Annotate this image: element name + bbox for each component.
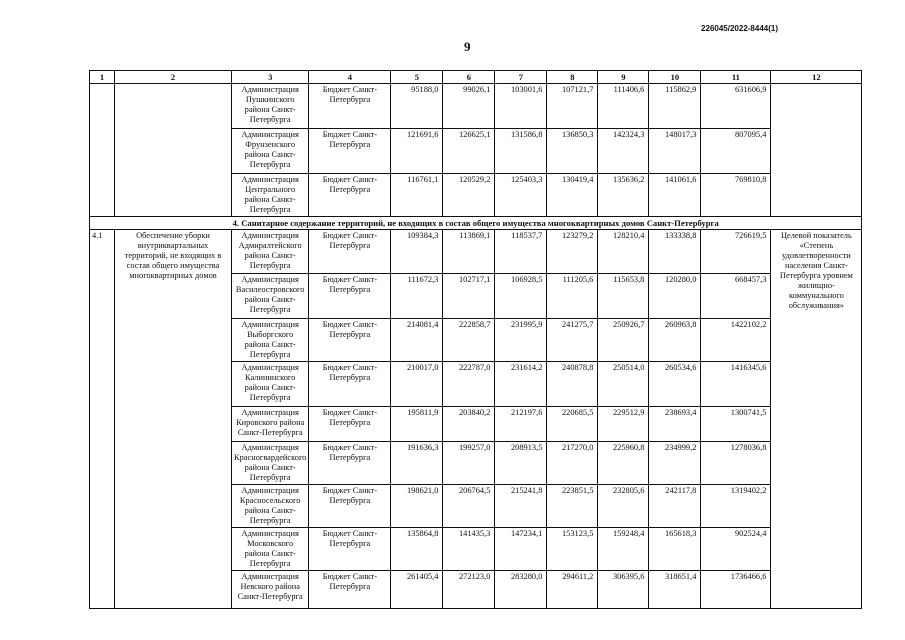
- value-cell: 250514,0: [598, 362, 649, 407]
- col-header: 1: [90, 71, 115, 84]
- col-header: 11: [701, 71, 771, 84]
- value-cell: 128210,4: [598, 230, 649, 274]
- value-cell: 102717,1: [443, 274, 495, 319]
- organization-cell: Администрация Фрунзенского района Санкт-Петербурга: [232, 129, 309, 174]
- header-row: [90, 71, 862, 84]
- value-cell: 1300741,5: [701, 407, 771, 442]
- organization-cell: Администрация Василеостровского района Санкт-Петербурга: [232, 274, 309, 319]
- funding-source-cell: Бюджет Санкт-Петербурга: [309, 407, 391, 442]
- section-title: 4. Санитарное содержание территорий, не входящих в состав общего имущества многоквартирных домов Санкт-Петербурга: [90, 217, 862, 230]
- organization-cell: Администрация Калининского района Санкт-Петербурга: [232, 362, 309, 407]
- item-number-cell: [90, 84, 115, 217]
- organization-cell: Администрация Выборгского района Санкт-Петербурга: [232, 319, 309, 362]
- value-cell: 210017,0: [391, 362, 443, 407]
- value-cell: 135864,8: [391, 528, 443, 571]
- value-cell: 215241,8: [495, 485, 547, 528]
- value-cell: 1736466,6: [701, 571, 771, 609]
- funding-source-cell: Бюджет Санкт-Петербурга: [309, 528, 391, 571]
- value-cell: 115653,8: [598, 274, 649, 319]
- organization-cell: Администрация Пушкинского района Санкт-Петербурга: [232, 84, 309, 129]
- value-cell: 203840,2: [443, 407, 495, 442]
- value-cell: 142324,3: [598, 129, 649, 174]
- value-cell: 214081,4: [391, 319, 443, 362]
- value-cell: 126625,1: [443, 129, 495, 174]
- col-header: 4: [309, 71, 391, 84]
- value-cell: 106928,5: [495, 274, 547, 319]
- value-cell: 147234,1: [495, 528, 547, 571]
- value-cell: 631606,9: [701, 84, 771, 129]
- table-row: [90, 84, 862, 129]
- value-cell: 141435,3: [443, 528, 495, 571]
- value-cell: 250926,7: [598, 319, 649, 362]
- value-cell: 294611,2: [547, 571, 598, 609]
- value-cell: 123279,2: [547, 230, 598, 274]
- indicator-cell: [771, 84, 862, 217]
- value-cell: 118537,7: [495, 230, 547, 274]
- value-cell: 807095,4: [701, 129, 771, 174]
- table-row: [90, 230, 862, 274]
- funding-source-cell: Бюджет Санкт-Петербурга: [309, 319, 391, 362]
- value-cell: 217270,0: [547, 442, 598, 485]
- organization-cell: Администрация Адмиралтейского района Санкт-Петербурга: [232, 230, 309, 274]
- funding-source-cell: Бюджет Санкт-Петербурга: [309, 442, 391, 485]
- value-cell: 223851,5: [547, 485, 598, 528]
- value-cell: 116761,1: [391, 174, 443, 217]
- value-cell: 306395,6: [598, 571, 649, 609]
- indicator-cell: Целевой показатель «Степень удовлетворенности населения Санкт-Петербурга уровнем жилищно-коммунального обслуживания»: [771, 230, 862, 609]
- value-cell: 199257,0: [443, 442, 495, 485]
- value-cell: 153123,5: [547, 528, 598, 571]
- value-cell: 902524,4: [701, 528, 771, 571]
- value-cell: 241275,7: [547, 319, 598, 362]
- page-number: 9: [464, 39, 471, 54]
- organization-cell: Администрация Невского района Санкт-Петербурга: [232, 571, 309, 609]
- value-cell: 222787,0: [443, 362, 495, 407]
- description-cell: Обеспечение уборки внутриквартальных территорий, не входящих в состав общего имущества многоквартирных домов: [115, 230, 232, 609]
- value-cell: 726619,5: [701, 230, 771, 274]
- funding-source-cell: Бюджет Санкт-Петербурга: [309, 84, 391, 129]
- value-cell: 220685,5: [547, 407, 598, 442]
- value-cell: 107121,7: [547, 84, 598, 129]
- value-cell: 195811,9: [391, 407, 443, 442]
- value-cell: 234999,2: [649, 442, 701, 485]
- col-header: 10: [649, 71, 701, 84]
- value-cell: 120529,2: [443, 174, 495, 217]
- funding-source-cell: Бюджет Санкт-Петербурга: [309, 174, 391, 217]
- value-cell: 242117,8: [649, 485, 701, 528]
- value-cell: 121691,6: [391, 129, 443, 174]
- value-cell: 1416345,6: [701, 362, 771, 407]
- value-cell: 231995,9: [495, 319, 547, 362]
- value-cell: 232805,6: [598, 485, 649, 528]
- organization-cell: Администрация Центрального района Санкт-Петербурга: [232, 174, 309, 217]
- value-cell: 115862,9: [649, 84, 701, 129]
- funding-source-cell: Бюджет Санкт-Петербурга: [309, 571, 391, 609]
- value-cell: 120280,0: [649, 274, 701, 319]
- value-cell: 231614,2: [495, 362, 547, 407]
- value-cell: 95188,0: [391, 84, 443, 129]
- value-cell: 191636,3: [391, 442, 443, 485]
- value-cell: 238693,4: [649, 407, 701, 442]
- value-cell: 135636,2: [598, 174, 649, 217]
- value-cell: 1422102,2: [701, 319, 771, 362]
- funding-source-cell: Бюджет Санкт-Петербурга: [309, 362, 391, 407]
- value-cell: 111672,3: [391, 274, 443, 319]
- funding-source-cell: Бюджет Санкт-Петербурга: [309, 230, 391, 274]
- value-cell: 769810,8: [701, 174, 771, 217]
- value-cell: 130419,4: [547, 174, 598, 217]
- value-cell: 111205,6: [547, 274, 598, 319]
- value-cell: 109384,3: [391, 230, 443, 274]
- col-header: 8: [547, 71, 598, 84]
- value-cell: 283280,0: [495, 571, 547, 609]
- value-cell: 125403,3: [495, 174, 547, 217]
- document-number: 226045/2022-8444(1): [701, 24, 778, 33]
- organization-cell: Администрация Кировского района Санкт-Петербурга: [232, 407, 309, 442]
- value-cell: 133338,8: [649, 230, 701, 274]
- value-cell: 260963,8: [649, 319, 701, 362]
- value-cell: 212197,6: [495, 407, 547, 442]
- value-cell: 99026,1: [443, 84, 495, 129]
- value-cell: 272123,0: [443, 571, 495, 609]
- value-cell: 206764,5: [443, 485, 495, 528]
- organization-cell: Администрация Красногвардейского района Санкт-Петербурга: [232, 442, 309, 485]
- organization-cell: Администрация Московского района Санкт-Петербурга: [232, 528, 309, 571]
- col-header: 5: [391, 71, 443, 84]
- organization-cell: Администрация Красносельского района Санкт-Петербурга: [232, 485, 309, 528]
- value-cell: 136850,3: [547, 129, 598, 174]
- value-cell: 260534,6: [649, 362, 701, 407]
- value-cell: 668457,3: [701, 274, 771, 319]
- value-cell: 1319402,2: [701, 485, 771, 528]
- col-header: 12: [771, 71, 862, 84]
- budget-table: [89, 70, 862, 609]
- value-cell: 240878,8: [547, 362, 598, 407]
- value-cell: 103001,6: [495, 84, 547, 129]
- item-number-cell: 4.1: [90, 230, 115, 609]
- col-header: 2: [115, 71, 232, 84]
- col-header: 9: [598, 71, 649, 84]
- value-cell: 131586,8: [495, 129, 547, 174]
- description-cell: [115, 84, 232, 217]
- value-cell: 148017,3: [649, 129, 701, 174]
- value-cell: 225960,8: [598, 442, 649, 485]
- value-cell: 229512,9: [598, 407, 649, 442]
- funding-source-cell: Бюджет Санкт-Петербурга: [309, 274, 391, 319]
- funding-source-cell: Бюджет Санкт-Петербурга: [309, 485, 391, 528]
- value-cell: 208913,5: [495, 442, 547, 485]
- value-cell: 198621,0: [391, 485, 443, 528]
- value-cell: 222858,7: [443, 319, 495, 362]
- col-header: 7: [495, 71, 547, 84]
- col-header: 6: [443, 71, 495, 84]
- col-header: 3: [232, 71, 309, 84]
- value-cell: 165618,3: [649, 528, 701, 571]
- funding-source-cell: Бюджет Санкт-Петербурга: [309, 129, 391, 174]
- value-cell: 318651,4: [649, 571, 701, 609]
- section-row: [90, 217, 862, 230]
- value-cell: 111406,6: [598, 84, 649, 129]
- value-cell: 1278036,8: [701, 442, 771, 485]
- value-cell: 113869,1: [443, 230, 495, 274]
- value-cell: 141061,6: [649, 174, 701, 217]
- value-cell: 159248,4: [598, 528, 649, 571]
- value-cell: 261405,4: [391, 571, 443, 609]
